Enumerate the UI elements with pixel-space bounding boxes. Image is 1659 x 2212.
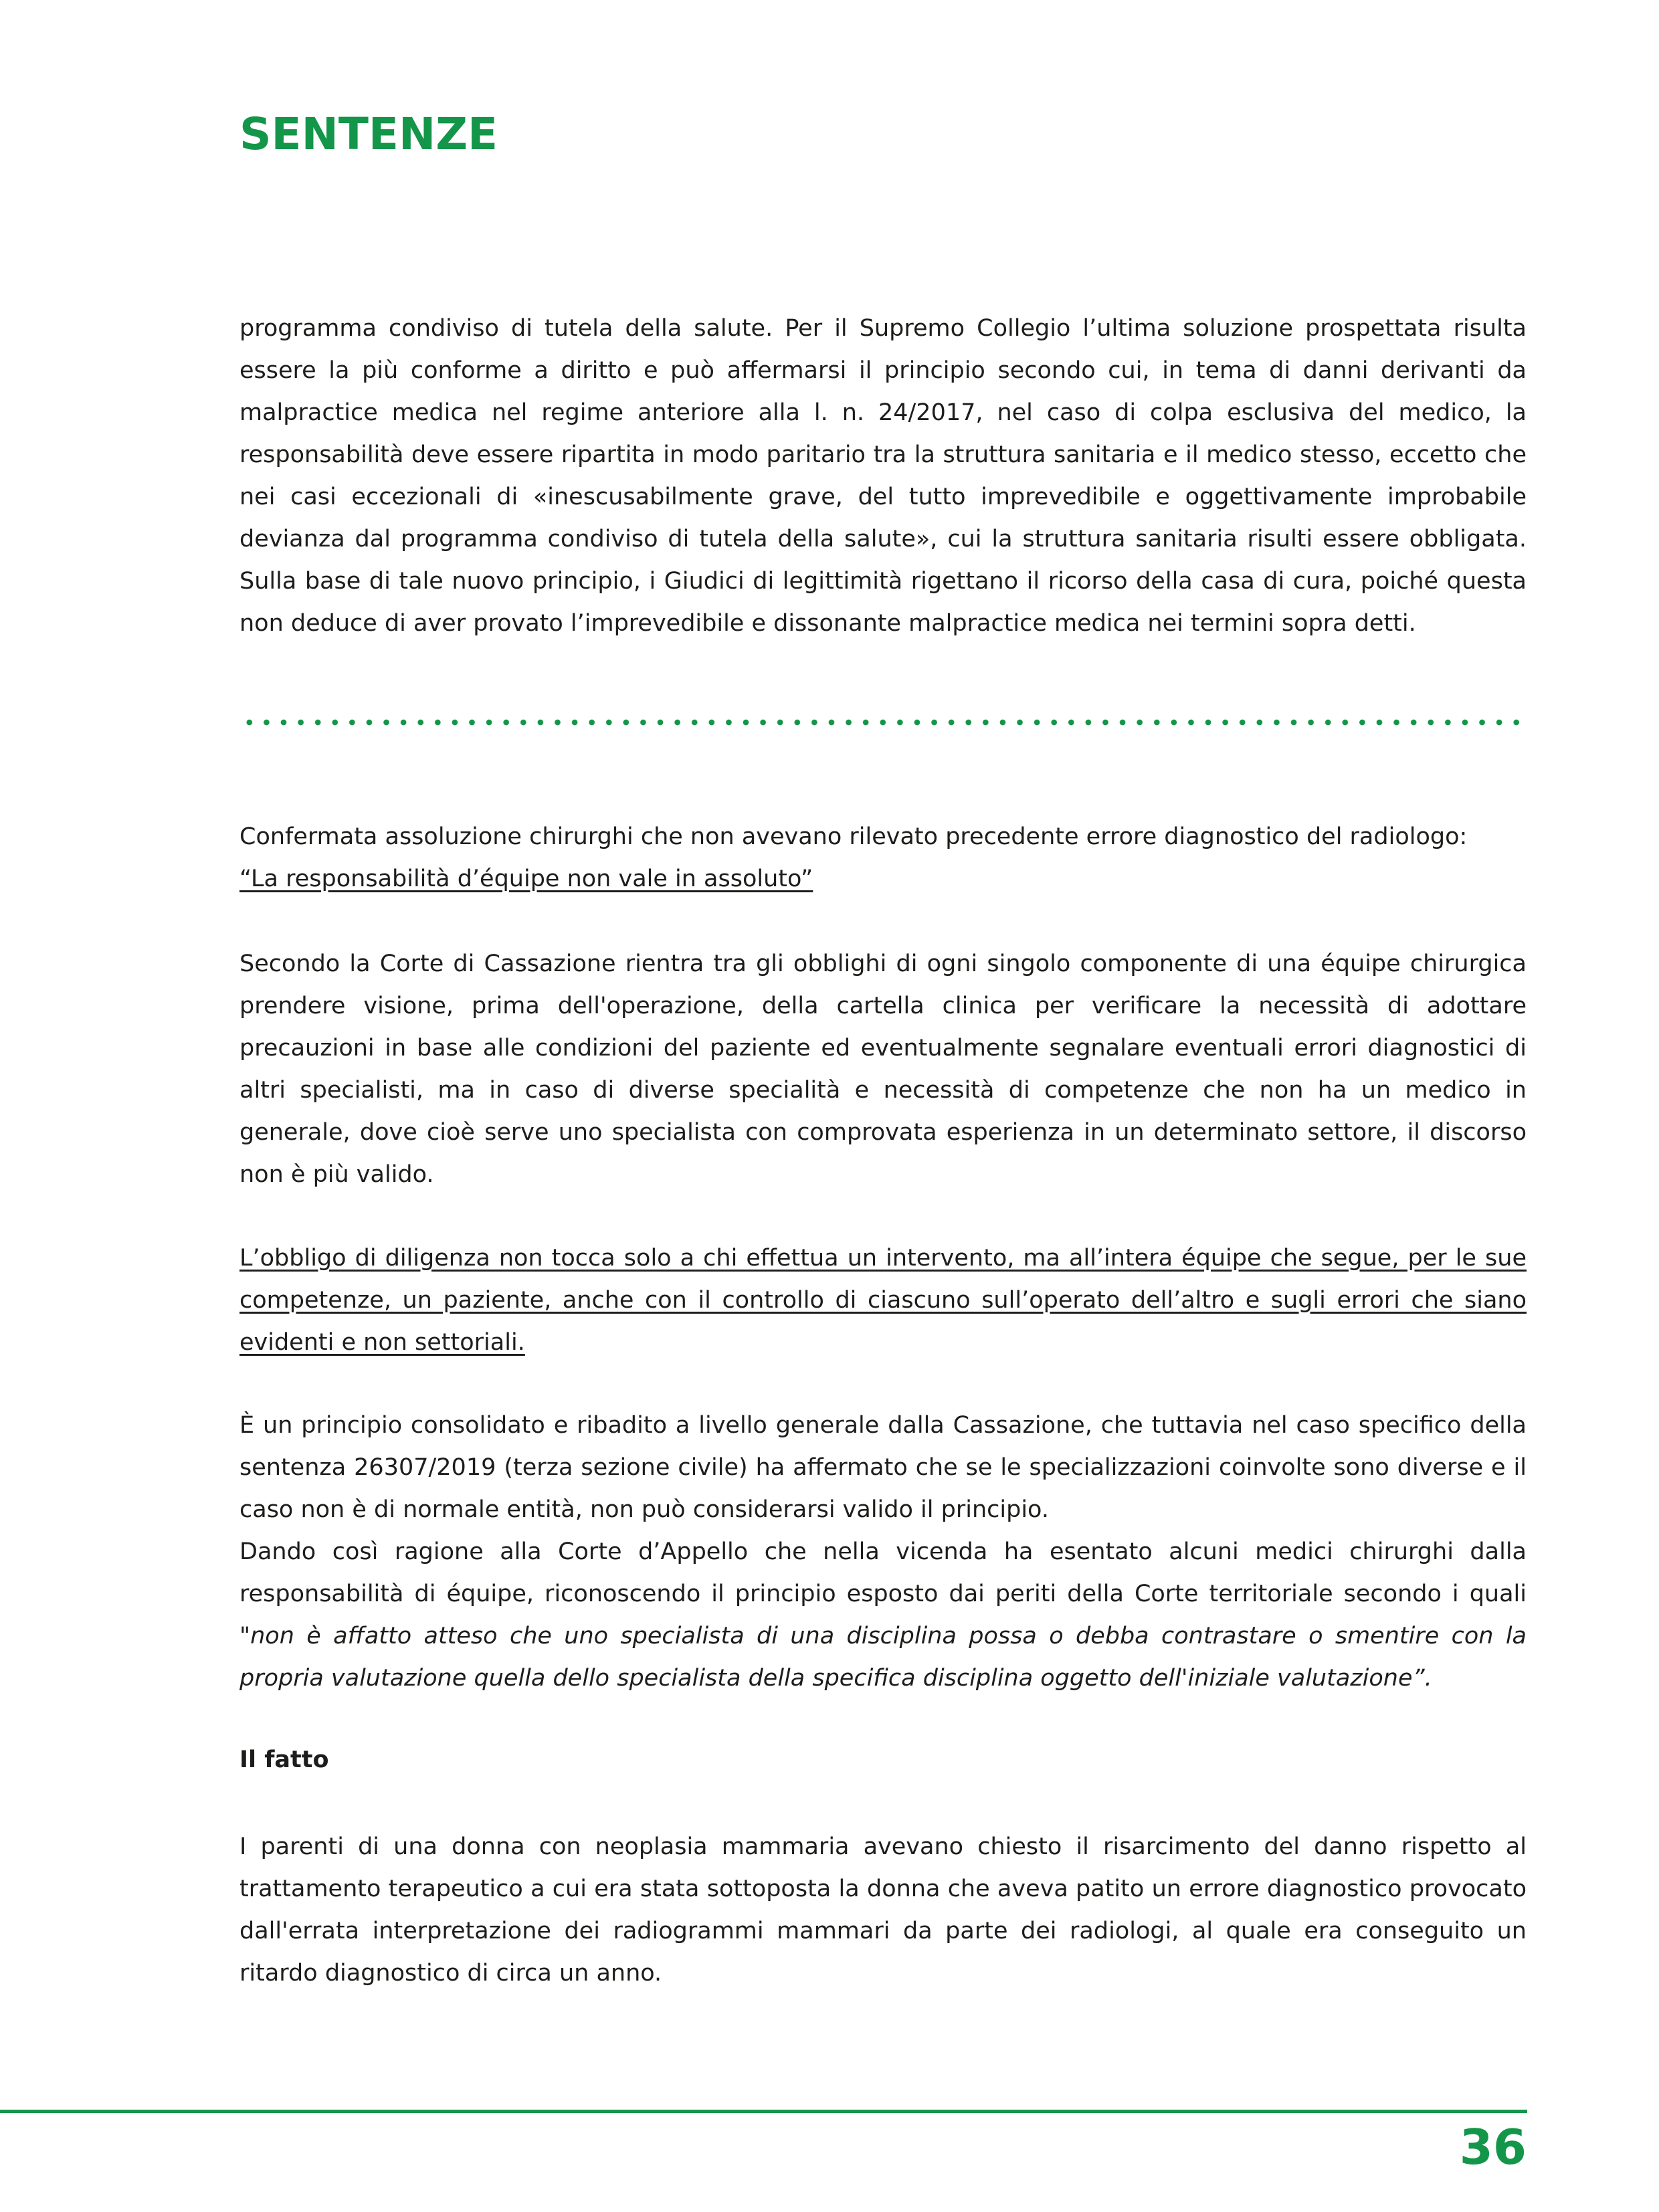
headline-subtitle: [239, 858, 1527, 900]
headline-subtitle-text: “La responsabilità d’équipe non vale in assoluto”: [239, 866, 813, 892]
paragraph-cassazione: Secondo la Corte di Cassazione rientra tra gli obblighi di ogni singolo componente di una équipe chirurgica prendere visione, prima dell'operazione, della cartella clinica per verificare la necessità di adottare precauzioni in base alle condizioni del paziente ed eventualmente segnalare eventuali errori diagnostici di altri specialisti, ma in caso di diverse specialità e necessità di competenze che non ha un medico in generale, dove cioè serve uno specialista con comprovata esperienza in un determinato settore, il discorso non è più valido.: [239, 950, 1527, 1188]
quote-periti: "non è affatto atteso che uno specialista di una disciplina possa o debba contrastare o smentire con la propria valutazione quella dello specialista della specifica disciplina oggetto dell'iniziale valutazione”.: [239, 1623, 1527, 1692]
section-title: SENTENZE: [239, 108, 498, 160]
paragraph-principio-text: È un principio consolidato e ribadito a livello generale dalla Cassazione, che tuttavia nel caso specifico della sentenza 26307/2019 (terza sezione civile) ha affermato che se le specializzazioni coinvolte sono diverse e il caso non è di normale entità, non può considerarsi valido il principio.: [239, 1412, 1527, 1523]
paragraph-obbligo-underlined: L’obbligo di diligenza non tocca solo a chi effettua un intervento, ma all’intera équipe che segue, per le sue competenze, un paziente, anche con il controllo di ciascuno sull’operato dell’altro e sugli errori che siano evidenti e non settoriali.: [239, 1245, 1527, 1356]
article-headline: [239, 816, 1527, 900]
paragraph-dando-text: Dando così ragione alla Corte d’Appello che nella vicenda ha esentato alcuni medici chirurghi dalla responsabilità di équipe, riconoscendo il principio esposto dai periti della Corte territoriale secondo i quali: [239, 1538, 1527, 1607]
paragraph-intro: programma condiviso di tutela della salute. Per il Supremo Collegio l’ultima soluzione prospettata risulta essere la più conforme a diritto e può affermarsi il principio secondo cui, in tema di danni derivanti da malpractice medica nel regime anteriore alla l. n. 24/2017, nel caso di colpa esclusiva del medico, la responsabilità deve essere ripartita in modo paritario tra la struttura sanitaria e il medico stesso, eccetto che nei casi eccezionali di «inescusabilmente grave, del tutto imprevedibile e oggettivamente improbabile devianza dal programma condiviso di tutela della salute», cui la struttura sanitaria risulti essere obbligata. Sulla base di tale nuovo principio, i Giudici di legittimità rigettano il ricorso della casa di cura, poiché questa non deduce di aver provato l’imprevedibile e dissonante malpractice medica nei termini sopra detti.: [239, 315, 1527, 637]
page-number: 36: [1459, 2119, 1527, 2175]
dotted-separator: [241, 719, 1527, 726]
footer-rule: [0, 2110, 1527, 2113]
headline-line: Confermata assoluzione chirurghi che non avevano rilevato precedente errore diagnostico del radiologo:: [239, 823, 1468, 850]
paragraph-fatto: I parenti di una donna con neoplasia mammaria avevano chiesto il risarcimento del danno rispetto al trattamento terapeutico a cui era stata sottoposta la donna che aveva patito un errore diagnostico provocato dall'errata interpretazione dei radiogrammi mammari da parte dei radiologi, al quale era conseguito un ritardo diagnostico di circa un anno.: [239, 1833, 1527, 1987]
paragraph-principio: [239, 1405, 1527, 1700]
heading-il-fatto: Il fatto: [239, 1746, 329, 1773]
paragraph-dando: [239, 1531, 1527, 1700]
